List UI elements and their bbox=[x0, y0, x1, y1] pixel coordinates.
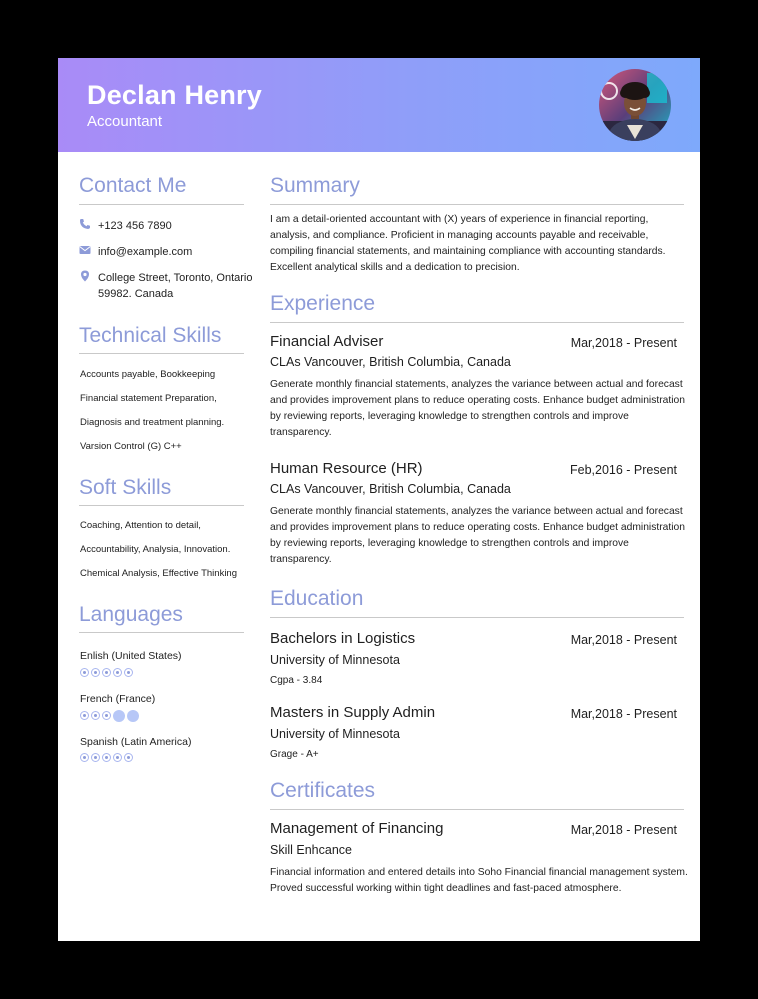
candidate-role: Accountant bbox=[87, 113, 163, 130]
rating-dot-filled bbox=[124, 753, 133, 762]
experience-org: CLAs Vancouver, British Columbia, Canada bbox=[270, 482, 511, 496]
experience-title-item: Financial Adviser bbox=[270, 333, 384, 350]
rating-dot-filled bbox=[91, 668, 100, 677]
language-rating bbox=[80, 752, 133, 765]
education-degree: Bachelors in Logistics bbox=[270, 630, 416, 647]
contact-email-text: info@example.com bbox=[98, 246, 193, 258]
avatar-photo-icon bbox=[599, 69, 671, 141]
language-rating bbox=[80, 667, 133, 680]
resume-page bbox=[58, 58, 700, 941]
certificate-description: Financial information and entered details into Soho Financial financial management system. Proved successful working within tight deadlines and fast-paced atmosphere. bbox=[270, 867, 688, 894]
experience-date: Feb,2016 - Present bbox=[569, 463, 677, 477]
education-school: University of Minnesota bbox=[270, 727, 400, 741]
contact-divider bbox=[79, 204, 244, 205]
experience-title-item: Human Resource (HR) bbox=[270, 460, 423, 477]
education-date: Mar,2018 - Present bbox=[570, 707, 677, 721]
technical-skill-item: Accounts payable, Bookkeeping bbox=[80, 369, 216, 380]
soft-skill-item: Coaching, Attention to detail, bbox=[80, 520, 201, 531]
education-grade: Grage - A+ bbox=[270, 749, 319, 760]
avatar bbox=[599, 69, 671, 141]
resume-header bbox=[58, 58, 700, 152]
certificate-title: Management of Financing bbox=[270, 820, 444, 837]
rating-dot-filled bbox=[102, 753, 111, 762]
rating-dot-filled bbox=[91, 753, 100, 762]
certificate-date: Mar,2018 - Present bbox=[570, 823, 677, 837]
language-name: Spanish (Latin America) bbox=[80, 736, 192, 748]
summary-title: Summary bbox=[270, 174, 360, 197]
rating-dot-empty bbox=[127, 710, 139, 722]
soft-skill-item: Accountability, Analysia, Innovation. bbox=[80, 544, 231, 555]
language-name: French (France) bbox=[80, 693, 156, 705]
rating-dot-filled bbox=[113, 668, 122, 677]
rating-dot-filled bbox=[124, 668, 133, 677]
rating-dot-filled bbox=[102, 711, 111, 720]
language-rating bbox=[80, 710, 139, 723]
education-divider bbox=[270, 617, 684, 618]
technical-skill-item: Varsion Control (G) C++ bbox=[80, 441, 182, 452]
education-degree: Masters in Supply Admin bbox=[270, 704, 436, 721]
certificates-divider bbox=[270, 809, 684, 810]
experience-divider bbox=[270, 322, 684, 323]
soft-skill-item: Chemical Analysis, Effective Thinking bbox=[80, 568, 238, 579]
contact-address-text: College Street, Toronto, Ontario 59982. Canada bbox=[98, 272, 253, 300]
rating-dot-filled bbox=[113, 753, 122, 762]
location-pin-icon bbox=[79, 270, 91, 282]
experience-org: CLAs Vancouver, British Columbia, Canada bbox=[270, 355, 511, 369]
technical-skills-divider bbox=[79, 353, 244, 354]
contact-phone-text: +123 456 7890 bbox=[98, 220, 172, 232]
experience-description: Generate monthly financial statements, analyzes the variance between actual and forecast and provides improvement plans to reduce operating costs. Enhance budget administration by reviewing reports, leveraging knowledge to strengthen controls and improve transparency. bbox=[270, 379, 685, 438]
technical-skills-title: Technical Skills bbox=[79, 324, 222, 347]
certificate-issuer: Skill Enhcance bbox=[270, 843, 352, 857]
rating-dot-filled bbox=[102, 668, 111, 677]
technical-skill-item: Financial statement Preparation, bbox=[80, 393, 217, 404]
experience-description: Generate monthly financial statements, analyzes the variance between actual and forecast and provides improvement plans to reduce operating costs. Enhance budget administration by reviewing reports, leveraging knowledge to strengthen controls and improve transparency. bbox=[270, 506, 685, 565]
mail-icon bbox=[79, 244, 91, 256]
contact-title: Contact Me bbox=[79, 174, 187, 197]
language-name: Enlish (United States) bbox=[80, 650, 182, 662]
summary-divider bbox=[270, 204, 684, 205]
rating-dot-filled bbox=[91, 711, 100, 720]
summary-text: I am a detail-oriented accountant with (X) years of experience in financial reporting, analysis, and compliance. Proficient in managing accounts payable and receivable, compiling financial statements, and maintaining compliance with accounting standards. Excellent analytical skills and a dedication to precision. bbox=[270, 214, 666, 273]
rating-dot-filled bbox=[80, 711, 89, 720]
education-date: Mar,2018 - Present bbox=[570, 633, 677, 647]
rating-dot-empty bbox=[113, 710, 125, 722]
languages-divider bbox=[79, 632, 244, 633]
rating-dot-filled bbox=[80, 668, 89, 677]
education-grade: Cgpa - 3.84 bbox=[270, 675, 323, 686]
technical-skill-item: Diagnosis and treatment planning. bbox=[80, 417, 225, 428]
languages-title: Languages bbox=[79, 603, 183, 626]
experience-date: Mar,2018 - Present bbox=[570, 336, 677, 350]
phone-icon bbox=[79, 218, 91, 230]
education-school: University of Minnesota bbox=[270, 653, 400, 667]
education-title: Education bbox=[270, 587, 364, 610]
soft-skills-divider bbox=[79, 505, 244, 506]
rating-dot-filled bbox=[80, 753, 89, 762]
candidate-name: Declan Henry bbox=[87, 80, 262, 110]
soft-skills-title: Soft Skills bbox=[79, 476, 172, 499]
certificates-title: Certificates bbox=[270, 779, 376, 802]
experience-title: Experience bbox=[270, 292, 376, 315]
